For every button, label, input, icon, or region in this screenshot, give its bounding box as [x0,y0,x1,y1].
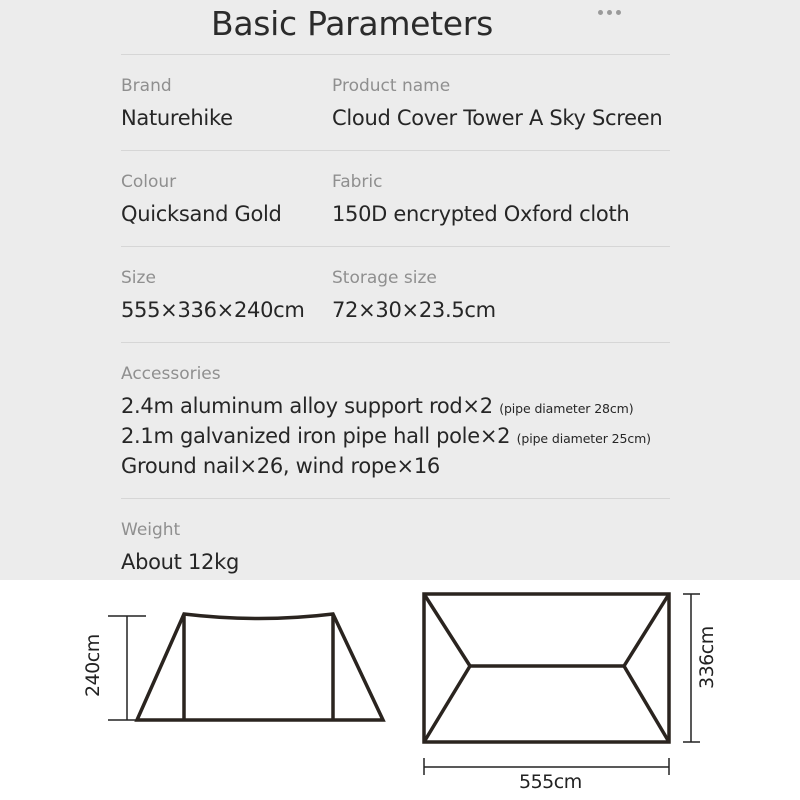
fabric-label: Fabric [332,172,383,192]
size-value: 555×336×240cm [121,298,305,322]
weight-label: Weight [121,520,181,540]
colour-value: Quicksand Gold [121,202,282,226]
divider [121,150,670,151]
divider [121,498,670,499]
tent-top-view [424,594,669,742]
accessories-label: Accessories [121,364,221,384]
page-title: Basic Parameters [211,4,493,43]
depth-dimension-label: 336cm [696,626,718,689]
more-options-icon[interactable] [598,10,621,15]
height-dimension-label: 240cm [82,634,104,697]
accessory-note: (pipe diameter 25cm) [516,431,651,446]
divider [121,246,670,247]
accessory-text: 2.4m aluminum alloy support rod×2 [121,394,493,418]
size-label: Size [121,268,156,288]
accessory-text: 2.1m galvanized iron pipe hall pole×2 [121,424,511,448]
storage-size-label: Storage size [332,268,437,288]
weight-value: About 12kg [121,550,239,574]
brand-value: Naturehike [121,106,233,130]
brand-label: Brand [121,76,172,96]
width-dimension-label: 555cm [519,771,582,793]
divider [121,54,670,55]
dimension-diagram [0,580,800,800]
accessory-line [121,394,634,418]
product-name-label: Product name [332,76,451,96]
accessory-note: (pipe diameter 28cm) [499,401,634,416]
tent-drawings [0,580,800,800]
storage-size-value: 72×30×23.5cm [332,298,496,322]
tent-side-view [137,614,383,720]
product-name-value: Cloud Cover Tower A Sky Screen [332,106,663,130]
divider [121,342,670,343]
accessory-text: Ground nail×26, wind rope×16 [121,454,440,478]
colour-label: Colour [121,172,177,192]
accessory-line [121,424,651,448]
fabric-value: 150D encrypted Oxford cloth [332,202,630,226]
accessory-line [121,454,440,478]
